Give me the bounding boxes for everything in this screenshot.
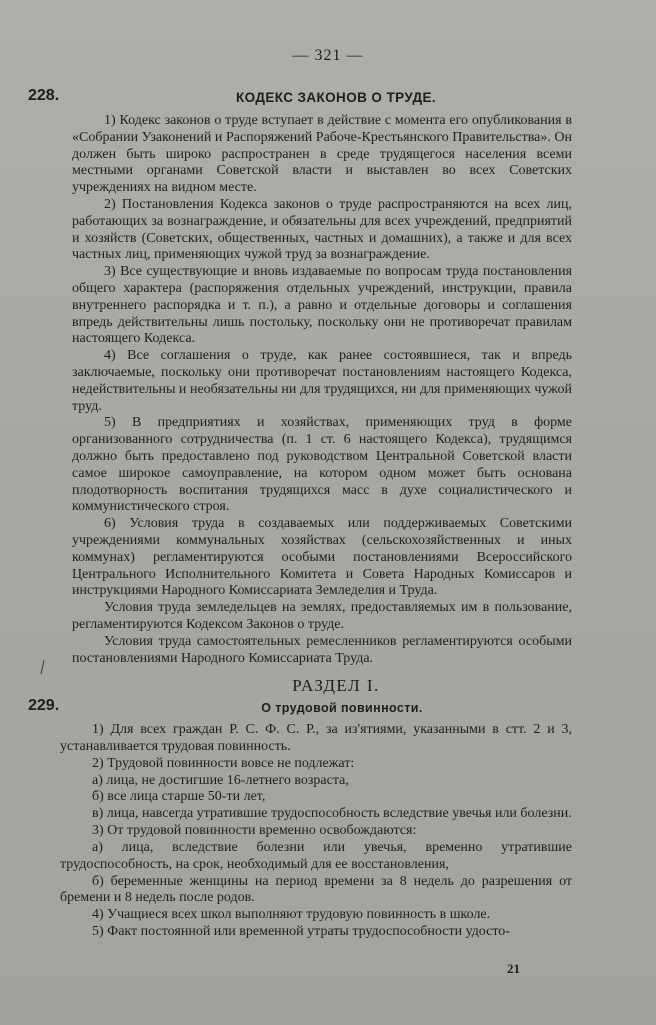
- section-229-body: [60, 722, 572, 941]
- margin-pencil-mark: [41, 660, 45, 674]
- paragraph: 5) Факт постоянной или временной утраты трудоспособности удосто-: [92, 924, 510, 940]
- section-228-body: [72, 113, 572, 667]
- paragraph: б) беременные женщины на период времени за 8 недель до разрешения от бремени и 8 недель после родов.: [60, 873, 572, 906]
- paragraph: б) все лица старше 50-ти лет,: [92, 789, 266, 805]
- paragraph: 4) Все соглашения о труде, как ранее состоявшиеся, так и впредь заключаемые, поскольку они противоречат постановлениям настоящего Кодекса, недействительны и необязательны ни для трудящихся, ни для применяющих чужой труд.: [72, 348, 572, 414]
- footer-signature-number: 21: [507, 961, 520, 976]
- paragraph: 3) От трудовой повинности временно освобождаются:: [92, 823, 417, 839]
- paragraph: 3) Все существующие и вновь издаваемые по вопросам труда постановления общего характера (распоряжения отдельных учреждений, инструкции, правила внутреннего распорядка и т. п.), а равно и отдельные договоры и соглашения впредь действительны лишь постольку, поскольку они не противоречат правилам настоящего Кодекса.: [72, 264, 572, 347]
- paragraph: а) лица, вследствие болезни или увечья, временно утратившие трудоспособность, на срок, необходимый для ее восстановления,: [60, 839, 572, 872]
- paragraph: 2) Трудовой повинности вовсе не подлежат:: [92, 755, 355, 771]
- paragraph: 6) Условия труда в создаваемых или поддерживаемых Советскими учреждениями коммунальных хозяйствах (сельскохозяйственных и иных коммунах) регламентируются особыми постановлениями Всероссийского Центрального Исполнительного Комитета и Совета Народных Комиссаров и инструкциями Народного Комиссариата Земледелия и Труда.: [72, 516, 572, 599]
- section-number-228: 228.: [28, 87, 60, 104]
- part-title: РАЗДЕЛ I.: [292, 676, 380, 695]
- section-number-229: 229.: [28, 697, 60, 714]
- paragraph: 4) Учащиеся всех школ выполняют трудовую повинность в школе.: [92, 907, 491, 923]
- paragraph: в) лица, навсегда утратившие трудоспособность вследствие увечья или болезни.: [92, 806, 572, 822]
- paragraph: 2) Постановления Кодекса законов о труде распространяются на всех лиц, работающих за вознаграждение, и обязательны для всех учреждений, предприятий и хозяйств (Советских, общественных, частных и домашних), а также и для всех частных лиц, применяющих чужой труд за вознаграждение.: [72, 196, 572, 263]
- section-title-229: О трудовой повинности.: [261, 701, 423, 715]
- paragraph: 5) В предприятиях и хозяйствах, применяющих труд в форме организованного сотрудничества (п. 1 ст. 6 настоящего Кодекса), трудящимся должно быть предоставлено под руководством Центральной Советской власти самое широкое самоуправление, на котором одном может быть основана плодотворность воспитания трудящихся масс в духе социалистического и коммунистического строя.: [72, 415, 572, 515]
- paragraph: Условия труда земледельцев на землях, предоставляемых им в пользование, регламентируются Кодексом Законов о труде.: [72, 600, 572, 632]
- paragraph: а) лица, не достигшие 16-летнего возраста,: [92, 772, 349, 788]
- paragraph: 1) Кодекс законов о труде вступает в действие с момента его опубликования в «Собрании Узаконений и Распоряжений Рабоче-Крестьянского Правительства». Он должен быть широко распространен в среде трудящегося населения всеми местными органами Советской власти и выставлен во всех Советских учреждениях на видном месте.: [72, 113, 572, 196]
- page-number: — 321 —: [292, 47, 364, 64]
- section-title-228: КОДЕКС ЗАКОНОВ О ТРУДЕ.: [235, 90, 437, 105]
- paragraph: 1) Для всех граждан Р. С. Ф. С. Р., за из'ятиями, указанными в стт. 2 и 3, устанавливается трудовая повинность.: [60, 722, 572, 754]
- paragraph: Условия труда самостоятельных ремесленников регламентируются особыми постановлениями Народного Комиссариата Труда.: [72, 633, 572, 666]
